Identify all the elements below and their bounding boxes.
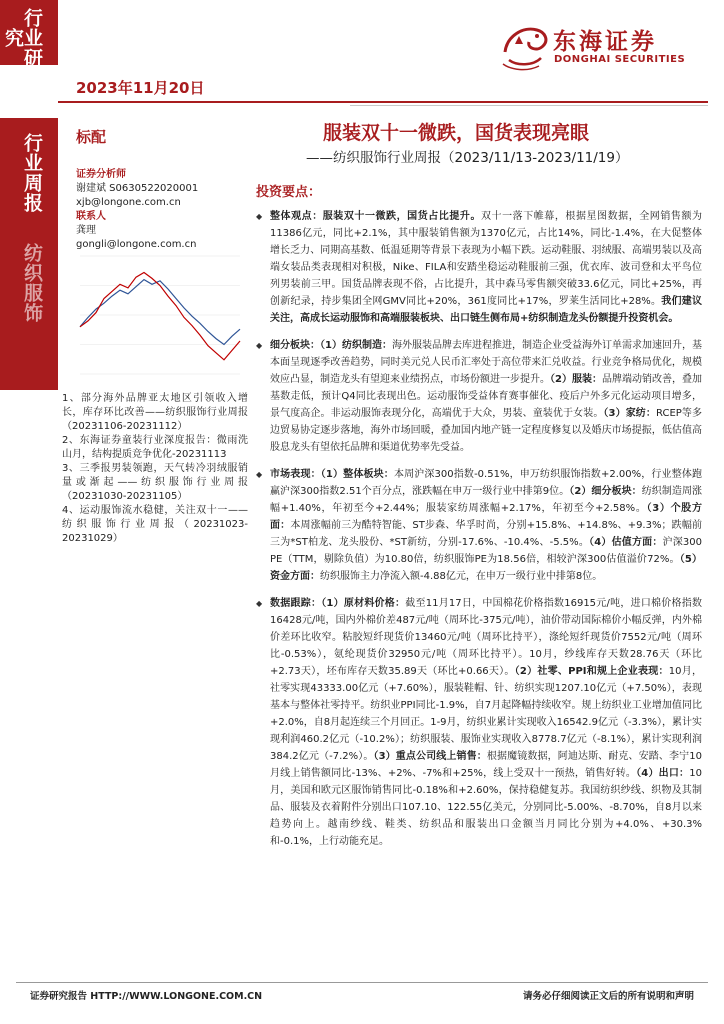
company-logo [497,14,707,76]
para-body: 根据魔镜数据，阿迪达斯、耐克、安踏、李宁10月线上销售额同比-13%、+2%、-7%和+25%，线上受双十一预热，销售好转。 [270,751,702,779]
para-body: 10月，社零实现43333.00亿元（+7.60%），服装鞋帽、针、纺织实现1207.10亿元（+7.50%），表现基本与整体社零持平。纺织业PPI同比-1.9%，自7月起降幅持续收窄。规上纺织业工业增加值同比+2.0%，自8月起连续三个月回正。1-9月，纺织业累计实现收入16542.9亿元（-3.3%），累计实现利润460.2亿元（-10.2%）；纺织服装、服饰业实现收入8778.7亿元（-8.1%），累计实现利润384.2亿元（-7.2%）。 [270,666,702,762]
related-report-item[interactable]: 4、运动服饰流水稳健，关注双十一——纺织服饰行业周报（20231023-20231029） [62,505,248,544]
report-date: 2023年11月20日 [76,79,205,97]
para-lead: 整体观点：服装双十一微跌，国货占比提升。 [270,211,481,222]
sub-heading: （5）资金方面： [270,554,702,582]
para-body: 纺织服饰主力净流入额-4.88亿元，在申万一级行业中排第8位。 [320,571,603,582]
analyst-email[interactable]: xjb@longone.com.cn [76,197,181,208]
chart-series-1-line [80,280,240,345]
logo-text-en: DONGHAI SECURITIES [554,54,686,65]
contact-role: 联系人 [76,211,106,222]
report-title: 服装双十一微跌，国货表现亮眼 [322,122,589,144]
para-lead: 细分板块： [270,340,321,351]
sub-heading: （1）原材料价格： [321,598,406,609]
sidebar-tag-bar-main [0,118,58,390]
sub-heading: （4）出口： [636,768,690,779]
index-trend-chart [76,250,244,380]
sub-heading: （2）服装： [550,374,602,385]
footer-website[interactable]: 证券研究报告 HTTP://WWW.LONGONE.COM.CN [30,991,263,1002]
investment-highlights [256,208,702,850]
para-data-tracking [256,595,702,850]
analyst-role: 证券分析师 [76,169,126,180]
para-lead: 数据跟踪： [270,598,322,609]
para-body: 双十一落下帷幕，根据星图数据，全网销售额为11386亿元，同比+2.1%，其中服装销售额为1370亿元，占比14%，同比-1.4%，在大促整体增长乏力、同期高基数、低温延期等背景下表现为小幅下跌。运动鞋服、羽绒服、高端男装以及高端女装品类表现相对积极，Nike、FILA和安踏坐稳运动鞋服前三强，优衣库、波司登和太平鸟位列男装前三甲。国货品牌表现不俗，占比提升，其中森马零售额突破33.6亿元，同比+25%，再创新纪录，持步集团全网GMV同比+20%，361度同比+17%，罗莱生活同比+28%。 [270,211,702,307]
sub-heading: （3）重点公司线上销售： [373,751,487,762]
para-body: 品牌端动销改善，叠加基数走低，预计Q4同比表现出色。运动服饰受益体育赛事催化、疫后户外多元化运动项目增多，景气度高企。非运动服饰表现分化，高端优于大众，男装、童装优于女装。 [270,374,703,419]
related-reports [62,392,248,546]
para-recommendation: 我们建议关注，高成长运动服饰和高端服装板块、出口链生侧布局+纺织制造龙头份额提升投资机会。 [270,296,702,324]
para-body: 本周涨幅前三为酷特智能、ST步森、华孚时尚，分别+15.8%、+14.8%、+9.3%；跌幅前三为*ST柏龙、龙头股份、*ST新纺，分别-17.6%、-10.4%、-5.5%。 [270,520,702,548]
dragon-logo-icon [497,14,553,74]
para-body: 截至11月17日，中国棉花价格指数16915元/吨，进口棉价格指数16428元/吨，国内外棉价差487元/吨（周环比-375元/吨），油价带动国际棉价小幅反弹，内外棉价差环比收窄。粘胶短纤现货价13460元/吨（周环比持平），涤纶短纤现货价7552元/吨（周环比-0.53%），氨纶现货价32950元/吨（周环比持平）。10月，纱线库存天数28.76天（环比+2.73天），坯布库存天数35.89天（环比+0.66天）。 [270,598,702,677]
contact-email[interactable]: gongli@longone.com.cn [76,239,197,250]
related-report-item[interactable]: 2、东海证券童装行业深度报告：微雨洗山月，结构提质竞争优化-20231113 [62,435,248,460]
sub-heading: （3）个股方面： [270,503,702,531]
para-lead: 市场表现： [270,469,321,480]
analyst-name: 谢建斌 S0630522020001 [76,183,199,194]
sub-heading: （1）整体板块： [320,469,394,480]
contact-name: 龚理 [76,225,96,236]
para-market-performance [256,466,702,585]
header-divider-thin [350,105,708,106]
para-body: 沪深300 PE（TTM，剔除负值）为10.80倍，纺织服饰PE为18.56倍，相较沪深300估值溢价72%。 [270,537,702,565]
sidebar-tag-weekly: 行业周报 [21,133,43,213]
sub-heading: （4）估值方面： [589,537,663,548]
report-subtitle: ——纺织服饰行业周报（2023/11/13-2023/11/19） [306,150,629,166]
para-segments [256,337,702,456]
sidebar-tag-industry-research: 行业研究 [2,8,43,68]
footer-divider [16,982,708,983]
para-body: 本周沪深300指数-0.51%，申万纺织服饰指数+2.00%，行业整体跑赢沪深300指数2.51个百分点，涨跌幅在申万一级行业中排第9位。 [270,469,703,497]
related-report-item[interactable]: 1、部分海外品牌亚太地区引领收入增长，库存环比改善——纺织服饰行业周报（20231106-20231112） [62,393,248,432]
sub-heading: （2）社零、PPI和规上企业表现： [514,666,669,677]
related-report-item[interactable]: 3、三季报男装领跑，天气转冷羽绒服销量或渐起——纺织服饰行业周报（20231030-20231105） [62,463,248,502]
para-body: 纺织制造周涨幅+1.40%，年初至今+2.44%；服装家纺周涨幅+2.17%，年初至今+2.58%。 [270,486,703,514]
industry-rating: 标配 [76,128,107,146]
sidebar-tag-bar-top [0,0,58,68]
sub-heading: （1）纺织制造： [320,340,392,351]
sidebar-tag-textile: 纺织服饰 [21,243,43,323]
para-overall-view [256,208,702,327]
analyst-info [76,168,244,252]
sub-heading: （2）细分板块： [569,486,642,497]
sub-heading: （3）家纺： [603,408,657,419]
para-body: 10月，美国和欧元区服饰销售同比-0.18%和+2.60%，保持稳健复苏。我国纺织纱线、织物及其制品、服装及衣着附件分别出口107.10、122.55亿美元，分别同比-5.00%、-8.70%，自8月以来趋势向上。越南纱线、鞋类、纺织品和服装出口金额当月同比分别为+4.0%、+30.3%和-0.1%，上行动能充足。 [270,768,702,847]
header-divider [58,101,708,103]
logo-text-cn: 东海证券 [553,29,657,55]
investment-highlights-heading: 投资要点： [256,185,322,200]
para-body: RCEP等多边贸易协定逐步落地，海外市场回暖，叠加国内地产链一定程度修复以及婚庆市场提振，低估值高股息龙头有望依托品牌和渠道优势率先受益。 [270,408,703,453]
para-body: 海外服装品牌去库进程推进，制造企业受益海外订单需求加速回升，基本面呈现逐季改善趋势，同时美元兑人民币汇率处于高位带来汇兑收益。行业竞争格局优化，规模效应凸显，制造龙头有望迎来业绩拐点，市场份额进一步提升。 [270,340,703,385]
footer-disclaimer: 请务必仔细阅读正文后的所有说明和声明 [522,991,694,1002]
